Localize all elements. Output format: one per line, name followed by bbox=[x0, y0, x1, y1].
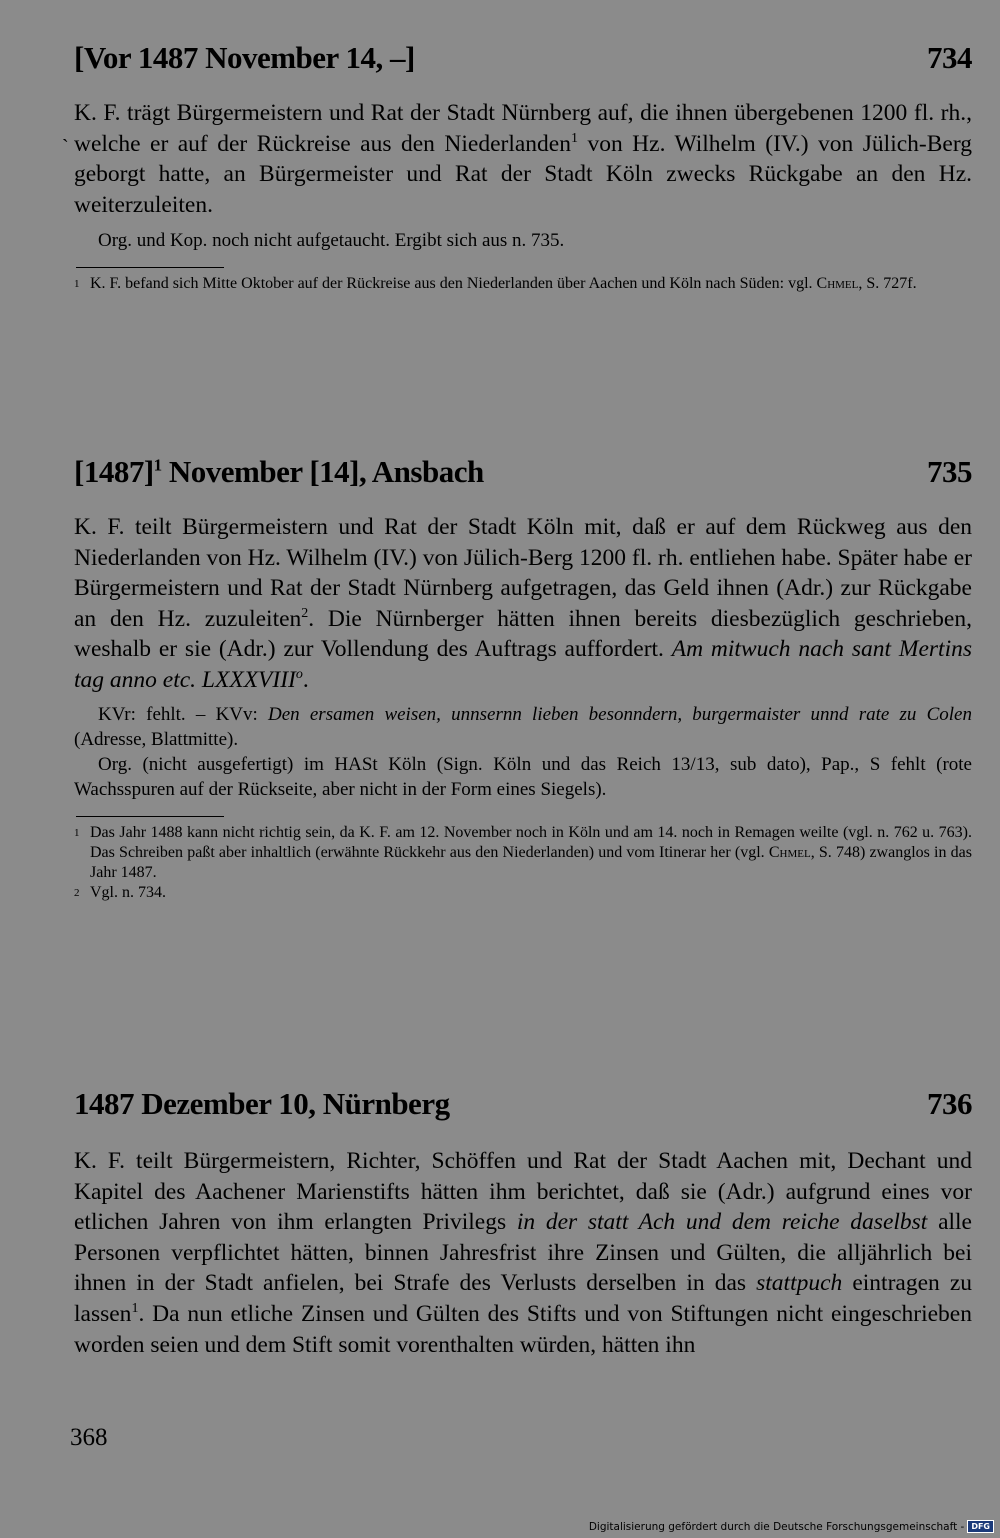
regest-part: eintragen zu lassen bbox=[74, 1270, 972, 1327]
source-note bbox=[74, 228, 972, 253]
footnote-mark: 1 bbox=[74, 826, 80, 839]
date-part: [1487] bbox=[74, 454, 154, 489]
regest-part: . Da nun etliche Zinsen und Gülten des Stifts und von Stiftungen nicht eingeschrieben worden seien und dem Stift somit vorenthalten würden, hätten ihn bbox=[74, 1300, 972, 1358]
regest-text bbox=[74, 1146, 972, 1360]
source-notes bbox=[74, 702, 972, 802]
address-quote: Den ersamen weisen, unnsernn lieben besonndern, burgermaister unnd rate zu Colen bbox=[268, 703, 972, 725]
entry-735 bbox=[74, 454, 972, 903]
footnote-ref: 1 bbox=[131, 1301, 139, 1317]
entry-date: 1487 Dezember 10, Nürnberg bbox=[74, 1086, 450, 1121]
entry-734 bbox=[74, 40, 972, 294]
footnote-mark: 2 bbox=[74, 886, 80, 899]
regest-part: K. F. trägt Bürgermeistern und Rat der Stadt Nürnberg auf, die ihnen übergebenen 1200 fl. rh., welche er auf der Rückreise aus den Niederlanden bbox=[74, 100, 972, 157]
entry-736 bbox=[74, 1086, 972, 1360]
footnote-ref: 2 bbox=[301, 605, 309, 621]
source-note-text: Org. und Kop. noch nicht aufgetaucht. Ergibt sich aus n. 735. bbox=[98, 230, 565, 252]
dating-formula: Am mitwuch nach sant Mertins tag anno etc. LXXXVIII bbox=[74, 636, 972, 693]
entry-number: 734 bbox=[927, 40, 972, 75]
page-number: 368 bbox=[70, 1424, 108, 1451]
margin-mark: ` bbox=[62, 136, 69, 158]
footnote-part: , S. 727f. bbox=[858, 275, 917, 293]
author-ref: Chmel bbox=[768, 843, 811, 861]
regest-part: . Die Nürnberger hätten ihnen bereits diesbezüglich geschrieben, weshalb er sie (Adr.) zur Vollendung des Auftrags auffordert. bbox=[74, 605, 972, 663]
footnote-ref: 1 bbox=[153, 455, 162, 475]
entry-heading bbox=[74, 1086, 972, 1122]
entry-number: 735 bbox=[927, 454, 972, 489]
footnote bbox=[74, 823, 972, 883]
footnote-text bbox=[90, 274, 972, 294]
entry-date: [Vor 1487 November 14, –] bbox=[74, 40, 415, 75]
footnote-rule bbox=[76, 267, 224, 268]
regest-part: von Hz. Wilhelm (IV.) von Jülich-Berg geborgt hatte, an Bürgermeister und Rat der Stadt Köln zwecks Rückgabe an den Hz. weiterzuleiten. bbox=[74, 130, 972, 218]
author-ref: Chmel bbox=[816, 275, 859, 293]
regest-text bbox=[74, 512, 972, 696]
regest-part: . bbox=[302, 666, 309, 693]
footnote-part: K. F. befand sich Mitte Oktober auf der Rückreise aus den Niederlanden über Aachen und Köln nach Süden: vgl. bbox=[90, 275, 817, 293]
footnote-part: , S. 748) zwanglos in das Jahr 1487. bbox=[90, 843, 972, 881]
regest-text bbox=[74, 98, 972, 220]
dfg-logo: DFG bbox=[967, 1520, 994, 1533]
regest-part: K. F. teilt Bürgermeistern und Rat der Stadt Köln mit, daß er auf dem Rückweg aus den Niederlanden von Hz. Wilhelm (IV.) von Jülich-Berg 1200 fl. rh. entliehen habe. Später habe er Bürgermeistern und Rat der Stadt Nürnberg aufgetragen, das Geld ihnen (Adr.) zur Rückgabe an den Hz. zuzuleiten bbox=[74, 514, 972, 632]
footnote-text: Vgl. n. 734. bbox=[90, 883, 166, 901]
date-part: November [14], Ansbach bbox=[161, 454, 484, 489]
entry-date bbox=[74, 454, 484, 490]
digitization-credit bbox=[589, 1520, 994, 1533]
address-note bbox=[74, 702, 972, 752]
regest-part: K. F. teilt Bürgermeistern, Richter, Schöffen und Rat der Stadt Aachen mit, Dechant und Kapitel des Aachener Marienstifts hätten ihm berichtet, daß sie (Adr.) aufgrund eines vor etlichen Jahren von ihm erlangten Privilegs bbox=[74, 1148, 972, 1236]
footnote bbox=[74, 274, 972, 294]
archive-note: Org. (nicht ausgefertigt) im HASt Köln (Sign. Köln und das Reich 13/13, sub dato), Pap., S fehlt (rote Wachsspuren auf der Rückseite, aber nicht in der Form eines Siegels). bbox=[74, 753, 972, 800]
superscript: o bbox=[295, 667, 303, 683]
note-part: (Adresse, Blattmitte). bbox=[74, 728, 239, 750]
note-part: KVr: fehlt. – KVv: bbox=[98, 703, 269, 725]
entry-heading bbox=[74, 454, 972, 490]
footnote-mark: 1 bbox=[74, 278, 80, 291]
footnote bbox=[74, 883, 972, 903]
entry-heading bbox=[74, 40, 972, 76]
footnote-text bbox=[90, 823, 972, 883]
quoted-phrase: in der statt Ach und dem reiche daselbst bbox=[516, 1209, 928, 1236]
footnote-part: Das Jahr 1488 kann nicht richtig sein, da K. F. am 12. November noch in Köln und am 14. noch in Remagen weilte (vgl. n. 762 u. 763). Das Schreiben paßt aber inhaltlich (erwähnte Rückkehr aus den Niederlanden) und vom Itinerar her (vgl. bbox=[90, 823, 972, 861]
regest-part: alle Personen verpflichtet hätten, binnen Jahresfrist ihre Zinsen und Gülten, die alljährlich bei ihnen in der Stadt anfielen, bei Strafe des Verlusts derselben in das bbox=[74, 1209, 972, 1297]
footnote-ref: 1 bbox=[570, 130, 578, 146]
entry-number: 736 bbox=[927, 1086, 972, 1121]
footnote-rule bbox=[76, 816, 224, 817]
quoted-phrase: stattpuch bbox=[756, 1270, 843, 1297]
credit-text: Digitalisierung gefördert durch die Deutsche Forschungsgemeinschaft - bbox=[588, 1520, 965, 1533]
